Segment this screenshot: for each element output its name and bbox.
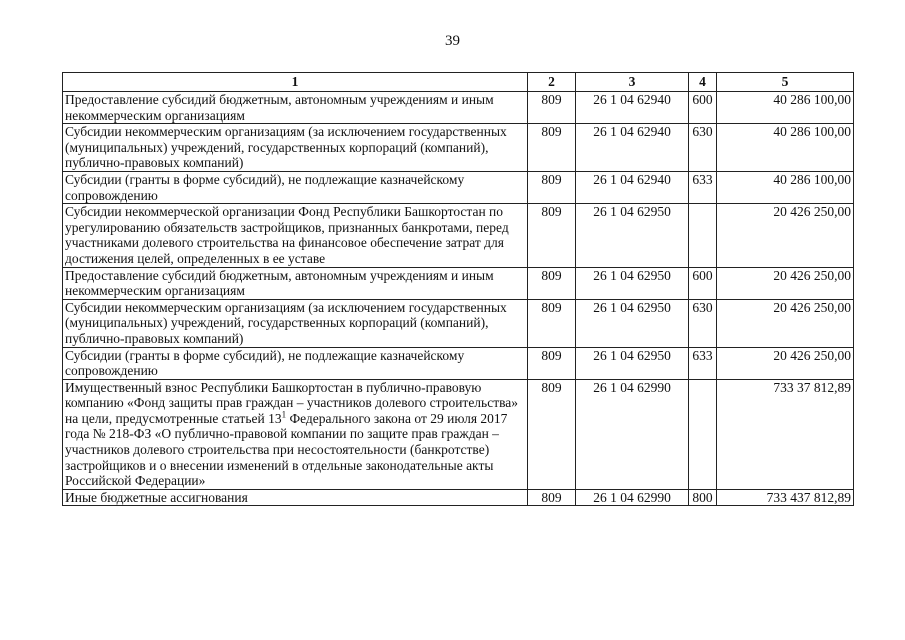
row-amount: 733 437 812,89 [717,489,854,506]
row-expense-type [689,379,717,489]
table-row [63,347,854,379]
row-expense-type: 633 [689,347,717,379]
row-expense-type: 630 [689,124,717,172]
row-name [63,379,528,489]
table-row [63,299,854,347]
row-name: Иные бюджетные ассигнования [63,489,528,506]
table-row [63,489,854,506]
row-amount: 20 426 250,00 [717,347,854,379]
row-article: 26 1 04 62940 [576,92,689,124]
row-ministry: 809 [528,347,576,379]
row-name-text: Имущественный взнос Республики Башкортостан в публично-правовую компанию «Фонд защиты прав граждан – участников долевого строительства» на цели, предусмотренные статьей 13 [65,379,519,426]
row-ministry: 809 [528,92,576,124]
row-name: Субсидии некоммерческой организации Фонд Республики Башкортостан по урегулированию обязательств застройщиков, признанных банкротами, перед участниками долевого строительства на финансовое обеспечение затрат для достижения целей, определенных в ее уставе [63,204,528,267]
budget-table [62,72,854,506]
row-article: 26 1 04 62950 [576,299,689,347]
row-amount: 40 286 100,00 [717,171,854,203]
row-expense-type: 600 [689,92,717,124]
row-expense-type: 600 [689,267,717,299]
row-expense-type [689,204,717,267]
row-amount: 20 426 250,00 [717,299,854,347]
row-article: 26 1 04 62940 [576,171,689,203]
table-row [63,171,854,203]
header-col-5: 5 [717,73,854,92]
row-article: 26 1 04 62950 [576,347,689,379]
row-name: Предоставление субсидий бюджетным, автономным учреждениям и иным некоммерческим организациям [63,92,528,124]
row-amount: 20 426 250,00 [717,267,854,299]
row-amount: 40 286 100,00 [717,92,854,124]
row-article: 26 1 04 62990 [576,379,689,489]
page-number: 39 [445,33,460,49]
row-expense-type: 633 [689,171,717,203]
row-ministry: 809 [528,171,576,203]
row-amount: 20 426 250,00 [717,204,854,267]
row-article: 26 1 04 62950 [576,204,689,267]
header-row [63,73,854,92]
row-amount: 733 37 812,89 [717,379,854,489]
header-col-1: 1 [63,73,528,92]
row-ministry: 809 [528,379,576,489]
row-expense-type: 800 [689,489,717,506]
row-ministry: 809 [528,204,576,267]
table-row [63,204,854,267]
row-amount: 40 286 100,00 [717,124,854,172]
header-col-4: 4 [689,73,717,92]
row-name: Субсидии (гранты в форме субсидий), не подлежащие казначейскому сопровождению [63,347,528,379]
header-col-3: 3 [576,73,689,92]
row-name: Субсидии некоммерческим организациям (за исключением государственных (муниципальных) учреждений, государственных корпораций (компаний), публично-правовых компаний) [63,299,528,347]
header-col-2: 2 [528,73,576,92]
row-expense-type: 630 [689,299,717,347]
row-ministry: 809 [528,124,576,172]
row-article: 26 1 04 62950 [576,267,689,299]
row-ministry: 809 [528,299,576,347]
table-row [63,267,854,299]
row-name: Субсидии (гранты в форме субсидий), не подлежащие казначейскому сопровождению [63,171,528,203]
row-ministry: 809 [528,267,576,299]
row-ministry: 809 [528,489,576,506]
row-name: Субсидии некоммерческим организациям (за исключением государственных (муниципальных) учреждений, государственных корпораций (компаний), публично-правовых компаний) [63,124,528,172]
row-article: 26 1 04 62940 [576,124,689,172]
table-row [63,92,854,124]
footnote-superscript: 1 [281,409,287,420]
row-article: 26 1 04 62990 [576,489,689,506]
table-row [63,379,854,489]
table-row [63,124,854,172]
row-name: Предоставление субсидий бюджетным, автономным учреждениям и иным некоммерческим организациям [63,267,528,299]
row-name-text-cont: Федерального закона от 29 июля 2017 года № 218-ФЗ «О публично-правовой компании по защите прав граждан – участников долевого строительства при несостоятельности (банкротстве) застройщиков и о внесении изменений в отдельные законодательные акты Российской Федерации» [65,410,508,489]
